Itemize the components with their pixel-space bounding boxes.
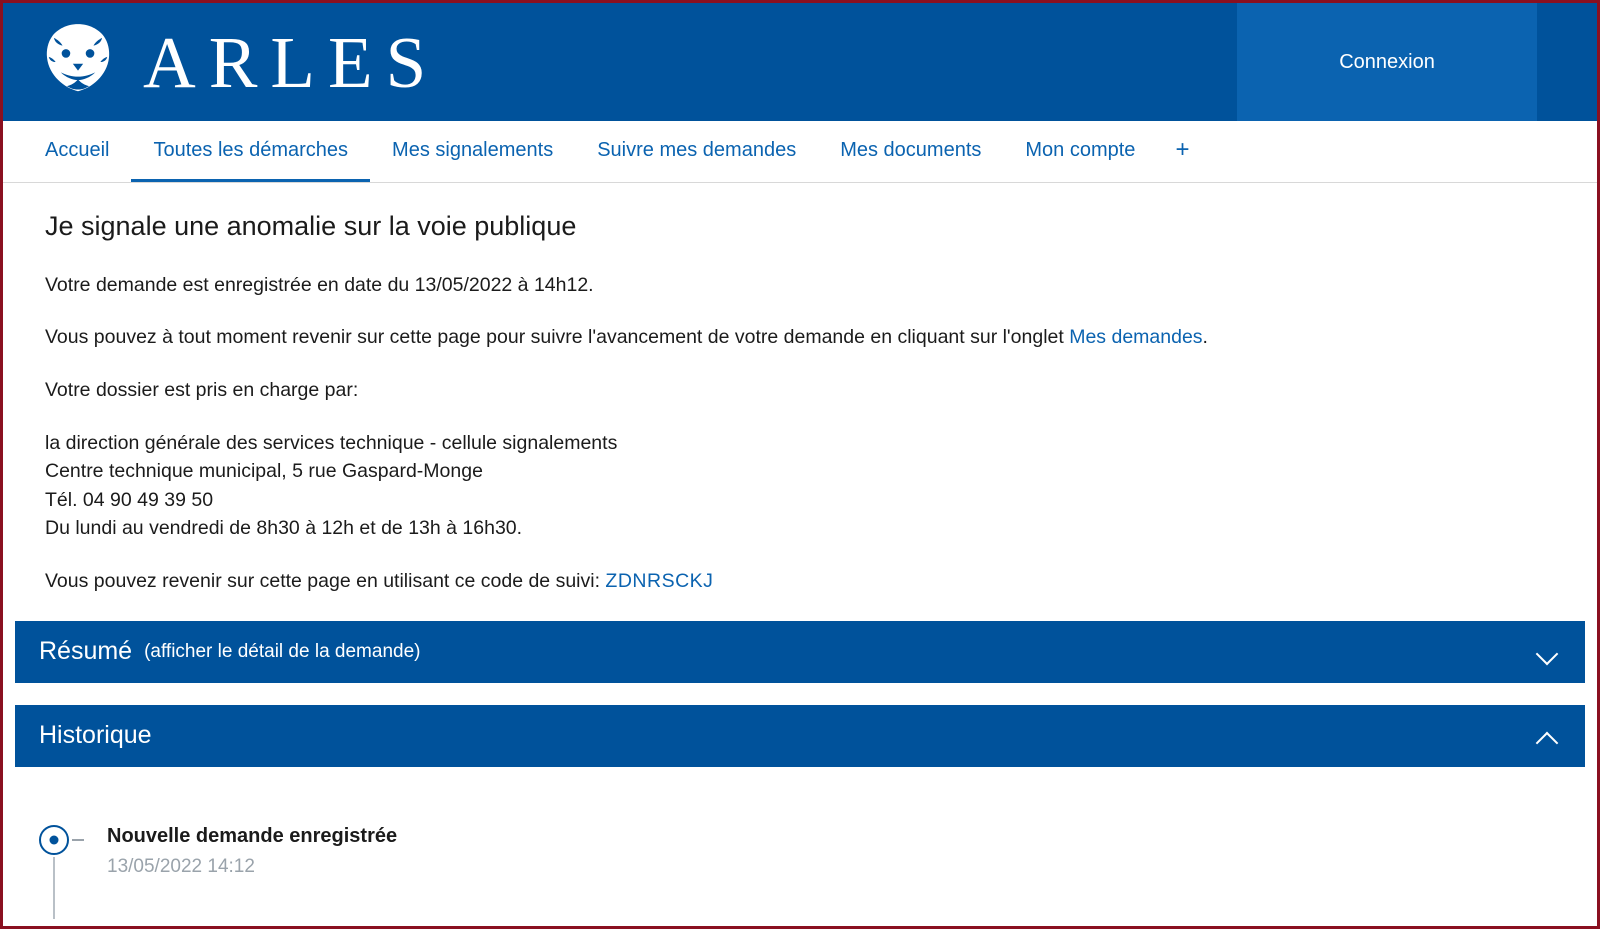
tracking-code-text: Vous pouvez revenir sur cette page en utilisant ce code de suivi: xyxy=(45,570,606,593)
timeline-dot-icon xyxy=(39,825,69,855)
follow-notice-text-after: . xyxy=(1202,326,1208,349)
nav-item-mon-compte[interactable]: Mon compte xyxy=(1025,138,1136,161)
timeline-marker xyxy=(39,825,99,855)
nav-more-button[interactable]: + xyxy=(1175,136,1190,163)
chevron-down-icon[interactable] xyxy=(1537,641,1559,663)
nav-item-mes-signalements[interactable]: Mes signalements xyxy=(392,138,554,161)
brand-area xyxy=(3,19,1237,105)
login-button[interactable] xyxy=(1237,3,1537,121)
main-content xyxy=(3,183,1597,595)
service-address: Centre technique municipal, 5 rue Gaspard-Monge xyxy=(45,460,483,483)
service-hours: Du lundi au vendredi de 8h30 à 12h et de 13h à 16h30. xyxy=(45,516,523,539)
site-title: ARLES xyxy=(143,21,440,103)
mes-demandes-link[interactable]: Mes demandes xyxy=(1069,326,1203,349)
follow-notice-text-before: Vous pouvez à tout moment revenir sur cette page pour suivre l'avancement de votre demande en cliquant sur l'onglet xyxy=(45,326,1070,349)
main-navigation xyxy=(3,121,1597,183)
timeline-entry-date: 13/05/2022 14:12 xyxy=(107,855,255,877)
accordion-resume-title: Résumé xyxy=(39,637,133,665)
timeline-line xyxy=(53,857,55,919)
page-title: Je signale une anomalie sur la voie publique xyxy=(45,211,577,241)
timeline-dash-icon xyxy=(72,839,84,841)
service-phone: Tél. 04 90 49 39 50 xyxy=(45,488,214,511)
timeline-entry-title: Nouvelle demande enregistrée xyxy=(107,824,398,847)
registration-notice: Votre demande est enregistrée en date du 13/05/2022 à 14h12. xyxy=(45,274,594,296)
site-header xyxy=(3,3,1597,121)
handled-by-label: Votre dossier est pris en charge par: xyxy=(45,378,359,401)
service-info-block xyxy=(45,429,1565,542)
history-timeline xyxy=(39,825,1597,878)
login-link[interactable]: Connexion xyxy=(1339,50,1435,73)
accordion-resume-subtitle: (afficher le détail de la demande) xyxy=(144,640,421,662)
tracking-code-value[interactable]: ZDNRSCKJ xyxy=(605,570,714,593)
nav-item-mes-documents[interactable]: Mes documents xyxy=(840,138,982,161)
nav-item-suivre-mes-demandes[interactable]: Suivre mes demandes xyxy=(597,138,797,161)
accordion-resume[interactable] xyxy=(15,621,1585,683)
follow-notice xyxy=(45,324,1565,350)
header-spacer xyxy=(1537,3,1597,121)
nav-item-toutes-les-demarches[interactable]: Toutes les démarches xyxy=(131,121,370,182)
nav-item-accueil[interactable]: Accueil xyxy=(45,138,110,161)
chevron-up-icon[interactable] xyxy=(1537,725,1559,747)
accordion-historique-title: Historique xyxy=(39,721,152,749)
accordion-historique[interactable] xyxy=(15,705,1585,767)
lion-emblem-icon xyxy=(35,19,121,105)
timeline-entry-body xyxy=(99,825,397,878)
service-name: la direction générale des services technique - cellule signalements xyxy=(45,431,618,454)
tracking-code-notice xyxy=(45,568,1565,594)
timeline-entry xyxy=(39,825,1597,878)
